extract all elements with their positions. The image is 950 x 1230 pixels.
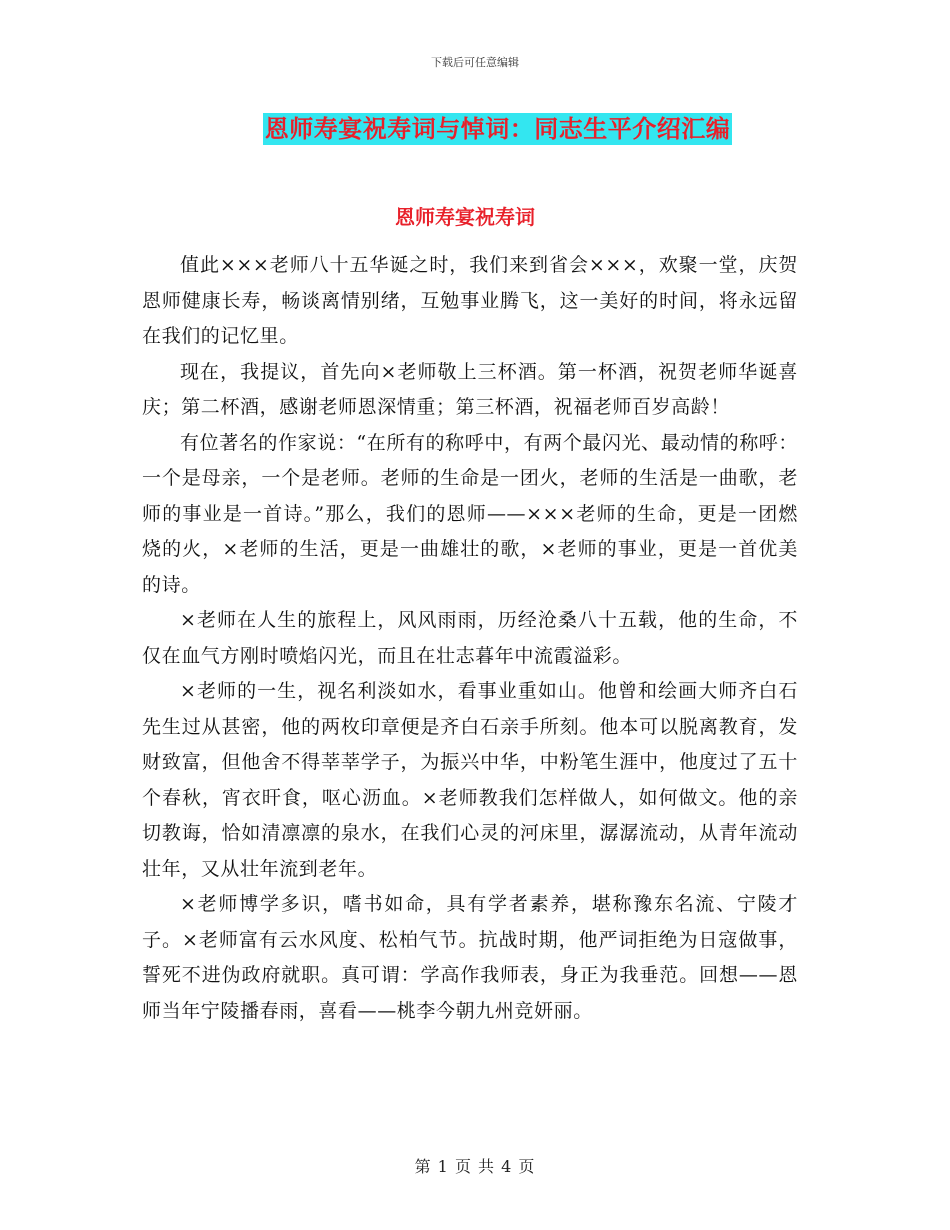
paragraph: 现在，我提议，首先向×老师敬上三杯酒。第一杯酒，祝贺老师华诞喜庆；第二杯酒，感谢老师恩深情重；第三杯酒，祝福老师百岁高龄！ <box>142 360 798 418</box>
paragraph: ×老师的一生，视名利淡如水，看事业重如山。他曾和绘画大师齐白石先生过从甚密，他的两枚印章便是齐白石亲手所刻。他本可以脱离教育，发财致富，但他舍不得莘莘学子，为振兴中华，中粉笔生涯中，他度过了五十个春秋，宵衣旰食，呕心沥血。×老师教我们怎样做人，如何做文。他的亲切教诲，恰如清凛凛的泉水，在我们心灵的河床里，潺潺流动，从青年流动壮年，又从壮年流到老年。 <box>142 680 798 880</box>
page-number-footer: 第 1 页 共 4 页 <box>414 1157 536 1176</box>
document-title: 恩师寿宴祝寿词与悼词：同志生平介绍汇编 <box>264 114 731 143</box>
paragraph: 值此×××老师八十五华诞之时，我们来到省会×××，欢聚一堂，庆贺恩师健康长寿，畅谈离情别绪，互勉事业腾飞，这一美好的时间，将永远留在我们的记忆里。 <box>142 254 798 347</box>
header-note: 下载后可任意编辑 <box>431 56 519 69</box>
paragraph: 有位著名的作家说：“在所有的称呼中，有两个最闪光、最动情的称呼：一个是母亲，一个是老师。老师的生命是一团火，老师的生活是一曲歌，老师的事业是一首诗。”那么，我们的恩师——×××老师的生命，更是一团燃烧的火，×老师的生活，更是一曲雄壮的歌，×老师的事业，更是一首优美的诗。 <box>142 431 798 596</box>
paragraph: ×老师博学多识，嗜书如命，具有学者素养，堪称豫东名流、宁陵才子。×老师富有云水风度、松柏气节。抗战时期，他严词拒绝为日寇做事，誓死不进伪政府就职。真可谓：学高作我师表，身正为我垂范。回想——恩师当年宁陵播春雨，喜看——桃李今朝九州竞妍丽。 <box>142 893 798 1022</box>
document-title-container <box>0 113 950 145</box>
document-body <box>142 248 798 1029</box>
section-title: 恩师寿宴祝寿词 <box>395 205 535 229</box>
paragraph: ×老师在人生的旅程上，风风雨雨，历经沧桑八十五载，他的生命，不仅在血气方刚时喷焰闪光，而且在壮志暮年中流霞溢彩。 <box>142 609 798 667</box>
